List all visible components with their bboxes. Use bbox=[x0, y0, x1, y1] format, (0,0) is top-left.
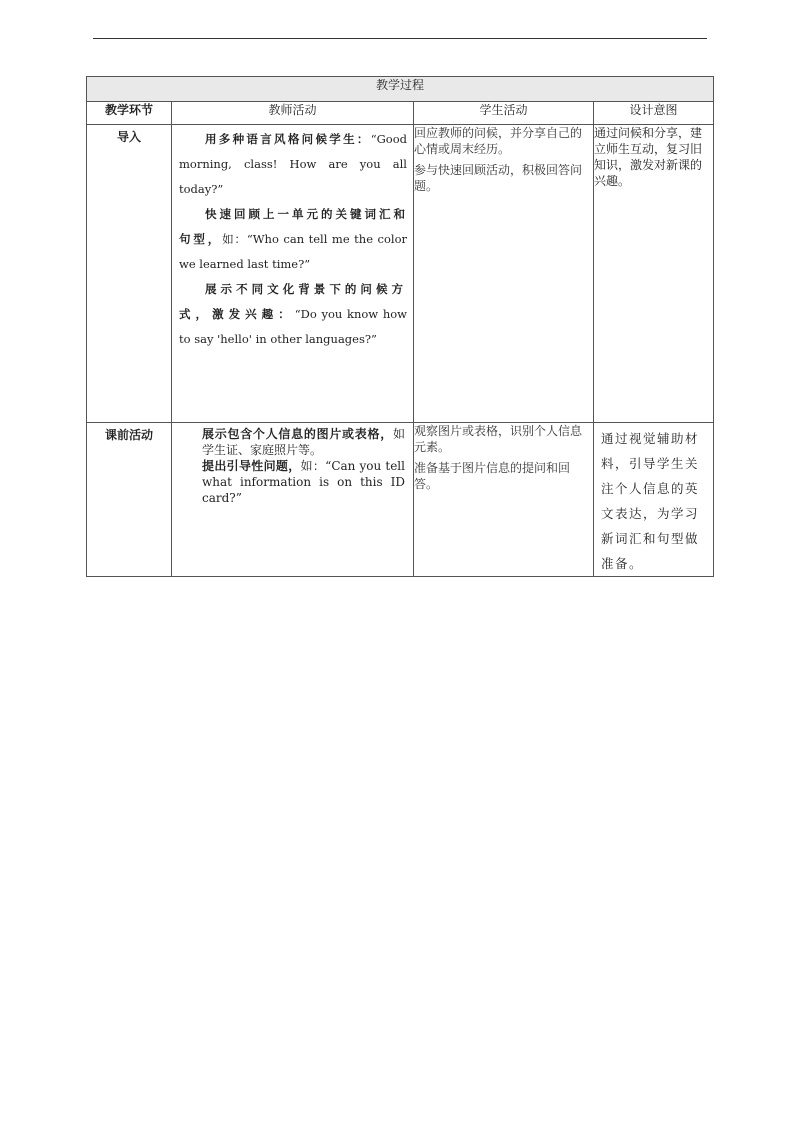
header-rule bbox=[93, 38, 707, 39]
header-student: 学生活动 bbox=[414, 102, 594, 125]
table-title: 教学过程 bbox=[87, 77, 714, 102]
design-intent-cell: 通过问候和分享，建立师生互动，复习旧知识，激发对新课的兴趣。 bbox=[594, 125, 714, 423]
teacher-text: 如：“Who can tell me the color we learned last time?” bbox=[179, 232, 407, 271]
stage-cell: 导入 bbox=[87, 125, 172, 423]
header-design: 设计意图 bbox=[594, 102, 714, 125]
teacher-paragraph bbox=[202, 426, 405, 458]
teacher-paragraph bbox=[179, 127, 407, 202]
teacher-bold-text: 快速回顾上一单元的关键词汇和句型， bbox=[179, 207, 407, 246]
teacher-bold-text: 展示包含个人信息的图片或表格， bbox=[202, 427, 393, 441]
teacher-text: 如学生证、家庭照片等。 bbox=[202, 427, 405, 457]
teaching-process-table bbox=[86, 76, 714, 577]
design-intent-cell: 通过视觉辅助材料，引导学生关注个人信息的英文表达，为学习新词汇和句型做准备。 bbox=[594, 423, 714, 577]
student-paragraph: 观察图片或表格，识别个人信息元素。 bbox=[414, 424, 583, 454]
table-row bbox=[87, 125, 714, 423]
teacher-text: “Do you know how to say 'hello' in other languages?” bbox=[179, 307, 408, 346]
student-paragraph: 准备基于图片信息的提问和回答。 bbox=[414, 461, 571, 491]
teacher-paragraph bbox=[179, 277, 407, 352]
teacher-paragraph bbox=[179, 202, 407, 277]
table-row bbox=[87, 423, 714, 577]
table-header-row bbox=[87, 102, 714, 125]
teacher-activity-cell bbox=[172, 423, 414, 577]
stage-cell: 课前活动 bbox=[87, 423, 172, 577]
teacher-bold-text: 提出引导性问题， bbox=[202, 459, 301, 473]
teacher-paragraph bbox=[202, 458, 405, 506]
teacher-activity-cell bbox=[172, 125, 414, 423]
header-stage: 教学环节 bbox=[87, 102, 172, 125]
student-activity-cell bbox=[414, 125, 594, 423]
student-activity-cell bbox=[414, 423, 594, 577]
student-paragraph: 参与快速回顾活动，积极回答问题。 bbox=[414, 163, 583, 193]
teacher-text: “Good morning, class! How are you all today?” bbox=[179, 132, 407, 196]
student-paragraph: 回应教师的问候，并分享自己的心情或周末经历。 bbox=[414, 126, 583, 156]
header-teacher: 教师活动 bbox=[172, 102, 414, 125]
teacher-bold-text: 用多种语言风格问候学生： bbox=[205, 132, 371, 146]
teacher-bold-text: 展示不同文化背景下的问候方式，激发兴趣： bbox=[179, 282, 407, 321]
teacher-text: 如：“Can you tell what information is on this ID card?” bbox=[202, 459, 405, 505]
